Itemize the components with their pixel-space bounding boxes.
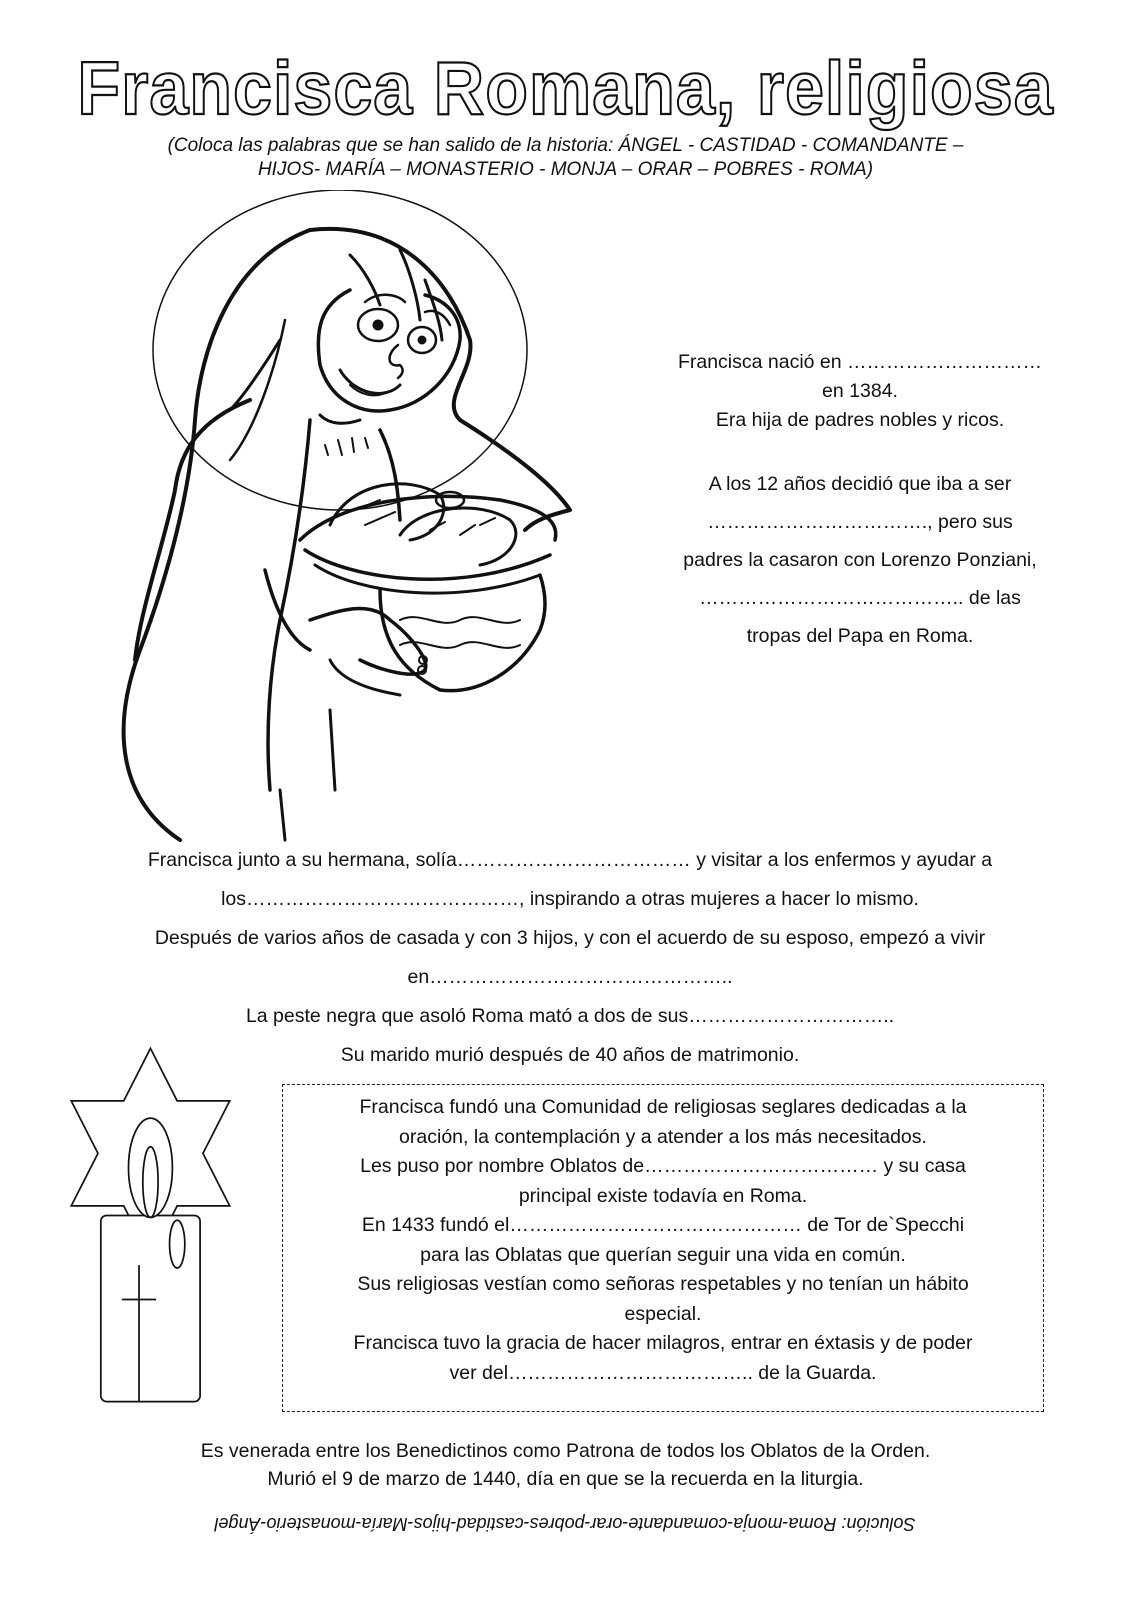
box-line: Sus religiosas vestían como señoras respetables y no tenían un hábito [357,1273,969,1295]
story-line: tropas del Papa en Roma. [746,625,974,647]
box-line-blank: Les puso por nombre Oblatos de……………………………… y su casa [360,1155,966,1177]
story-line: A los 12 años decidió que iba a ser [708,473,1012,495]
flame-icon [129,1118,173,1217]
story-line-blank: ………………………………….. de las [699,587,1021,609]
saint-illustration [80,190,580,850]
story-line-blank: ……………………………., pero sus [707,511,1013,533]
instructions-line-2: HIJOS- MARÍA – MONASTERIO - MONJA – ORAR – POBRES - ROMA) [257,159,874,180]
box-line: oración, la contemplación y a atender a los más necesitados. [399,1125,927,1148]
story-line: Francisca nació en ………………………… [677,351,1043,373]
story-line-blank: Francisca junto a su hermana, solía……………………………… y visitar a los enfermos y ayudar a [147,849,993,871]
box-line-blank: En 1433 fundó el……………………………………… de Tor de`Specchi [361,1214,965,1236]
solution-upside-down: Solución: Roma-monja-comandante-orar-pobres-castidad-hijos-María-monasterio-Ángel [214,1514,916,1534]
candle-star-icon [55,1040,265,1410]
story-line: Era hija de padres nobles y ricos. [715,409,1005,431]
story-line: Después de varios años de casada y con 3 hijos, y con el acuerdo de su esposo, empezó a vivir [154,927,986,949]
box-line: Francisca fundó una Comunidad de religiosas seglares dedicadas a la [359,1096,967,1118]
story-line: padres la casaron con Lorenzo Ponziani, [683,549,1037,571]
story-line-blank: los……………………………………, inspirando a otras mujeres a hacer lo mismo. [221,888,919,910]
box-line: especial. [624,1302,702,1325]
instructions-line-1: (Coloca las palabras que se han salido de la historia: ÁNGEL - CASTIDAD - COMANDANTE – [167,135,964,156]
story-line: en 1384. [822,380,898,402]
story-line-blank: La peste negra que asoló Roma mató a dos de sus………………………….. [245,1005,895,1027]
story-line-blank: en……………………………………….. [407,966,733,988]
footer-line-1: Es venerada entre los Benedictinos como Patrona de todos los Oblatos de la Orden. [200,1440,931,1462]
footer [60,1437,1071,1493]
footer-line-2: Murió el 9 de marzo de 1440, día en que se la recuerda en la liturgia. [267,1468,864,1490]
box-line: principal existe todavía en Roma. [518,1184,808,1207]
box-line: Francisca tuvo la gracia de hacer milagros, entrar en éxtasis y de poder [353,1332,973,1354]
story-part-1 [640,348,1080,655]
story-line: Su marido murió después de 40 años de matrimonio. [340,1044,800,1066]
box-line-blank: ver del……………………………….. de la Guarda. [449,1361,877,1384]
instructions [60,134,1071,182]
community-box [282,1084,1044,1412]
box-line: para las Oblatas que querían seguir una vida en común. [420,1243,906,1266]
page-title: Francisca Romana, religiosa [77,45,1054,131]
